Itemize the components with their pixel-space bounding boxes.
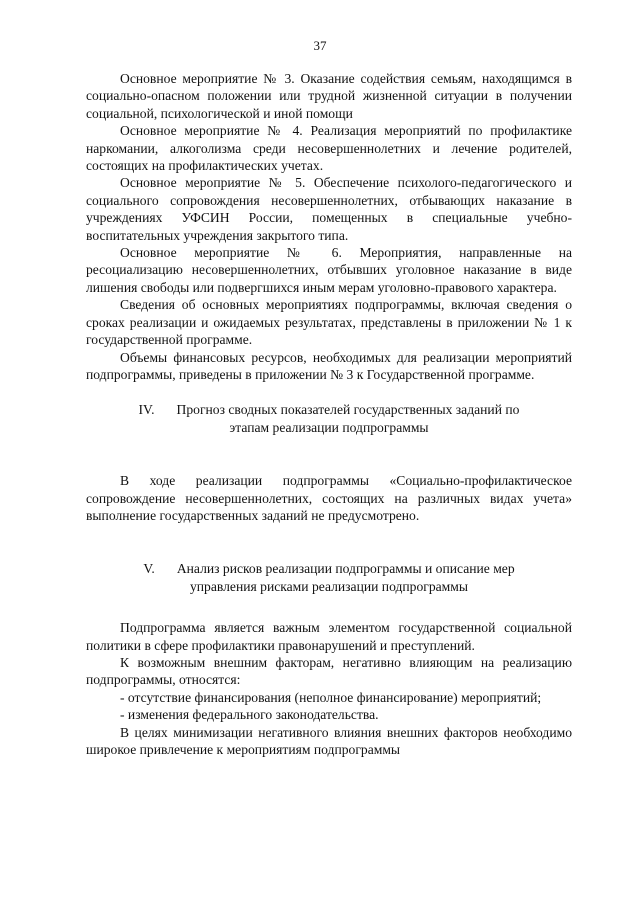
section-5-number: V. (143, 561, 155, 577)
section-5-title-line1: Анализ рисков реализации подпрограммы и описание мер (176, 561, 515, 577)
section-5-paragraph-3: В целях минимизации негативного влияния внешних факторов необходимо широкое привлечение к мероприятиям подпрограммы (86, 724, 572, 757)
section-4-title-line2: этапам реализации подпрограммы (229, 419, 429, 435)
section-4-heading (86, 401, 572, 436)
section-5-list-item-2: - изменения федерального законодательства. (120, 707, 379, 723)
paragraph-measure-4: Основное мероприятие № 4. Реализация мероприятий по профилактике наркомании, алкоголизма среди несовершеннолетних и лечение родителей, состоящих на профилактических учетах. (86, 123, 572, 174)
paragraph-measure-6: Основное мероприятие № 6. Мероприятия, направленные на ресоциализацию несовершеннолетних, отбывших уголовное наказание в виде лишения свободы или подвергшихся иным мерам уголовно-правового характера. (86, 245, 572, 295)
section-4-title-line1: Прогноз сводных показателей государственных заданий по (176, 402, 520, 418)
section-4-number: IV. (138, 402, 155, 418)
section-5-heading (86, 560, 572, 595)
page-content (86, 70, 572, 758)
section-5-paragraph-2: К возможным внешним факторам, негативно влияющим на реализацию подпрограммы, относятся: (86, 654, 572, 688)
page-number: 37 (313, 38, 327, 53)
section-4-paragraph: В ходе реализации подпрограммы «Социально-профилактическое сопровождение несовершеннолетних, состоящих на различных видах учета» выполнение государственных заданий не предусмотрено. (86, 473, 572, 523)
paragraph-measure-3: Основное мероприятие № 3. Оказание содействия семьям, находящимся в социально-опасном положении или трудной жизненной ситуации в получении социальной, психологической и иной помощи (86, 71, 572, 121)
paragraph-measures-info: Сведения об основных мероприятиях подпрограммы, включая сведения о сроках реализации и ожидаемых результатах, представлены в приложении № 1 к государственной программе. (86, 297, 572, 348)
paragraph-financing: Объемы финансовых ресурсов, необходимых для реализации мероприятий подпрограммы, приведены в приложении № 3 к Государственной программе. (86, 349, 572, 382)
section-5-list-item-1: - отсутствие финансирования (неполное финансирование) мероприятий; (120, 689, 542, 705)
section-5-title-line2: управления рисками реализации подпрограммы (189, 578, 468, 594)
section-5-paragraph-1: Подпрограмма является важным элементом государственной социальной политики в сфере профилактики правонарушений и преступлений. (86, 620, 572, 653)
paragraph-measure-5: Основное мероприятие № 5. Обеспечение психолого-педагогического и социального сопровождения несовершеннолетних, отбывающих наказание в учреждениях УФСИН России, помещенных в специальные учебно- воспитательных учреждения закрытого типа. (86, 175, 572, 243)
